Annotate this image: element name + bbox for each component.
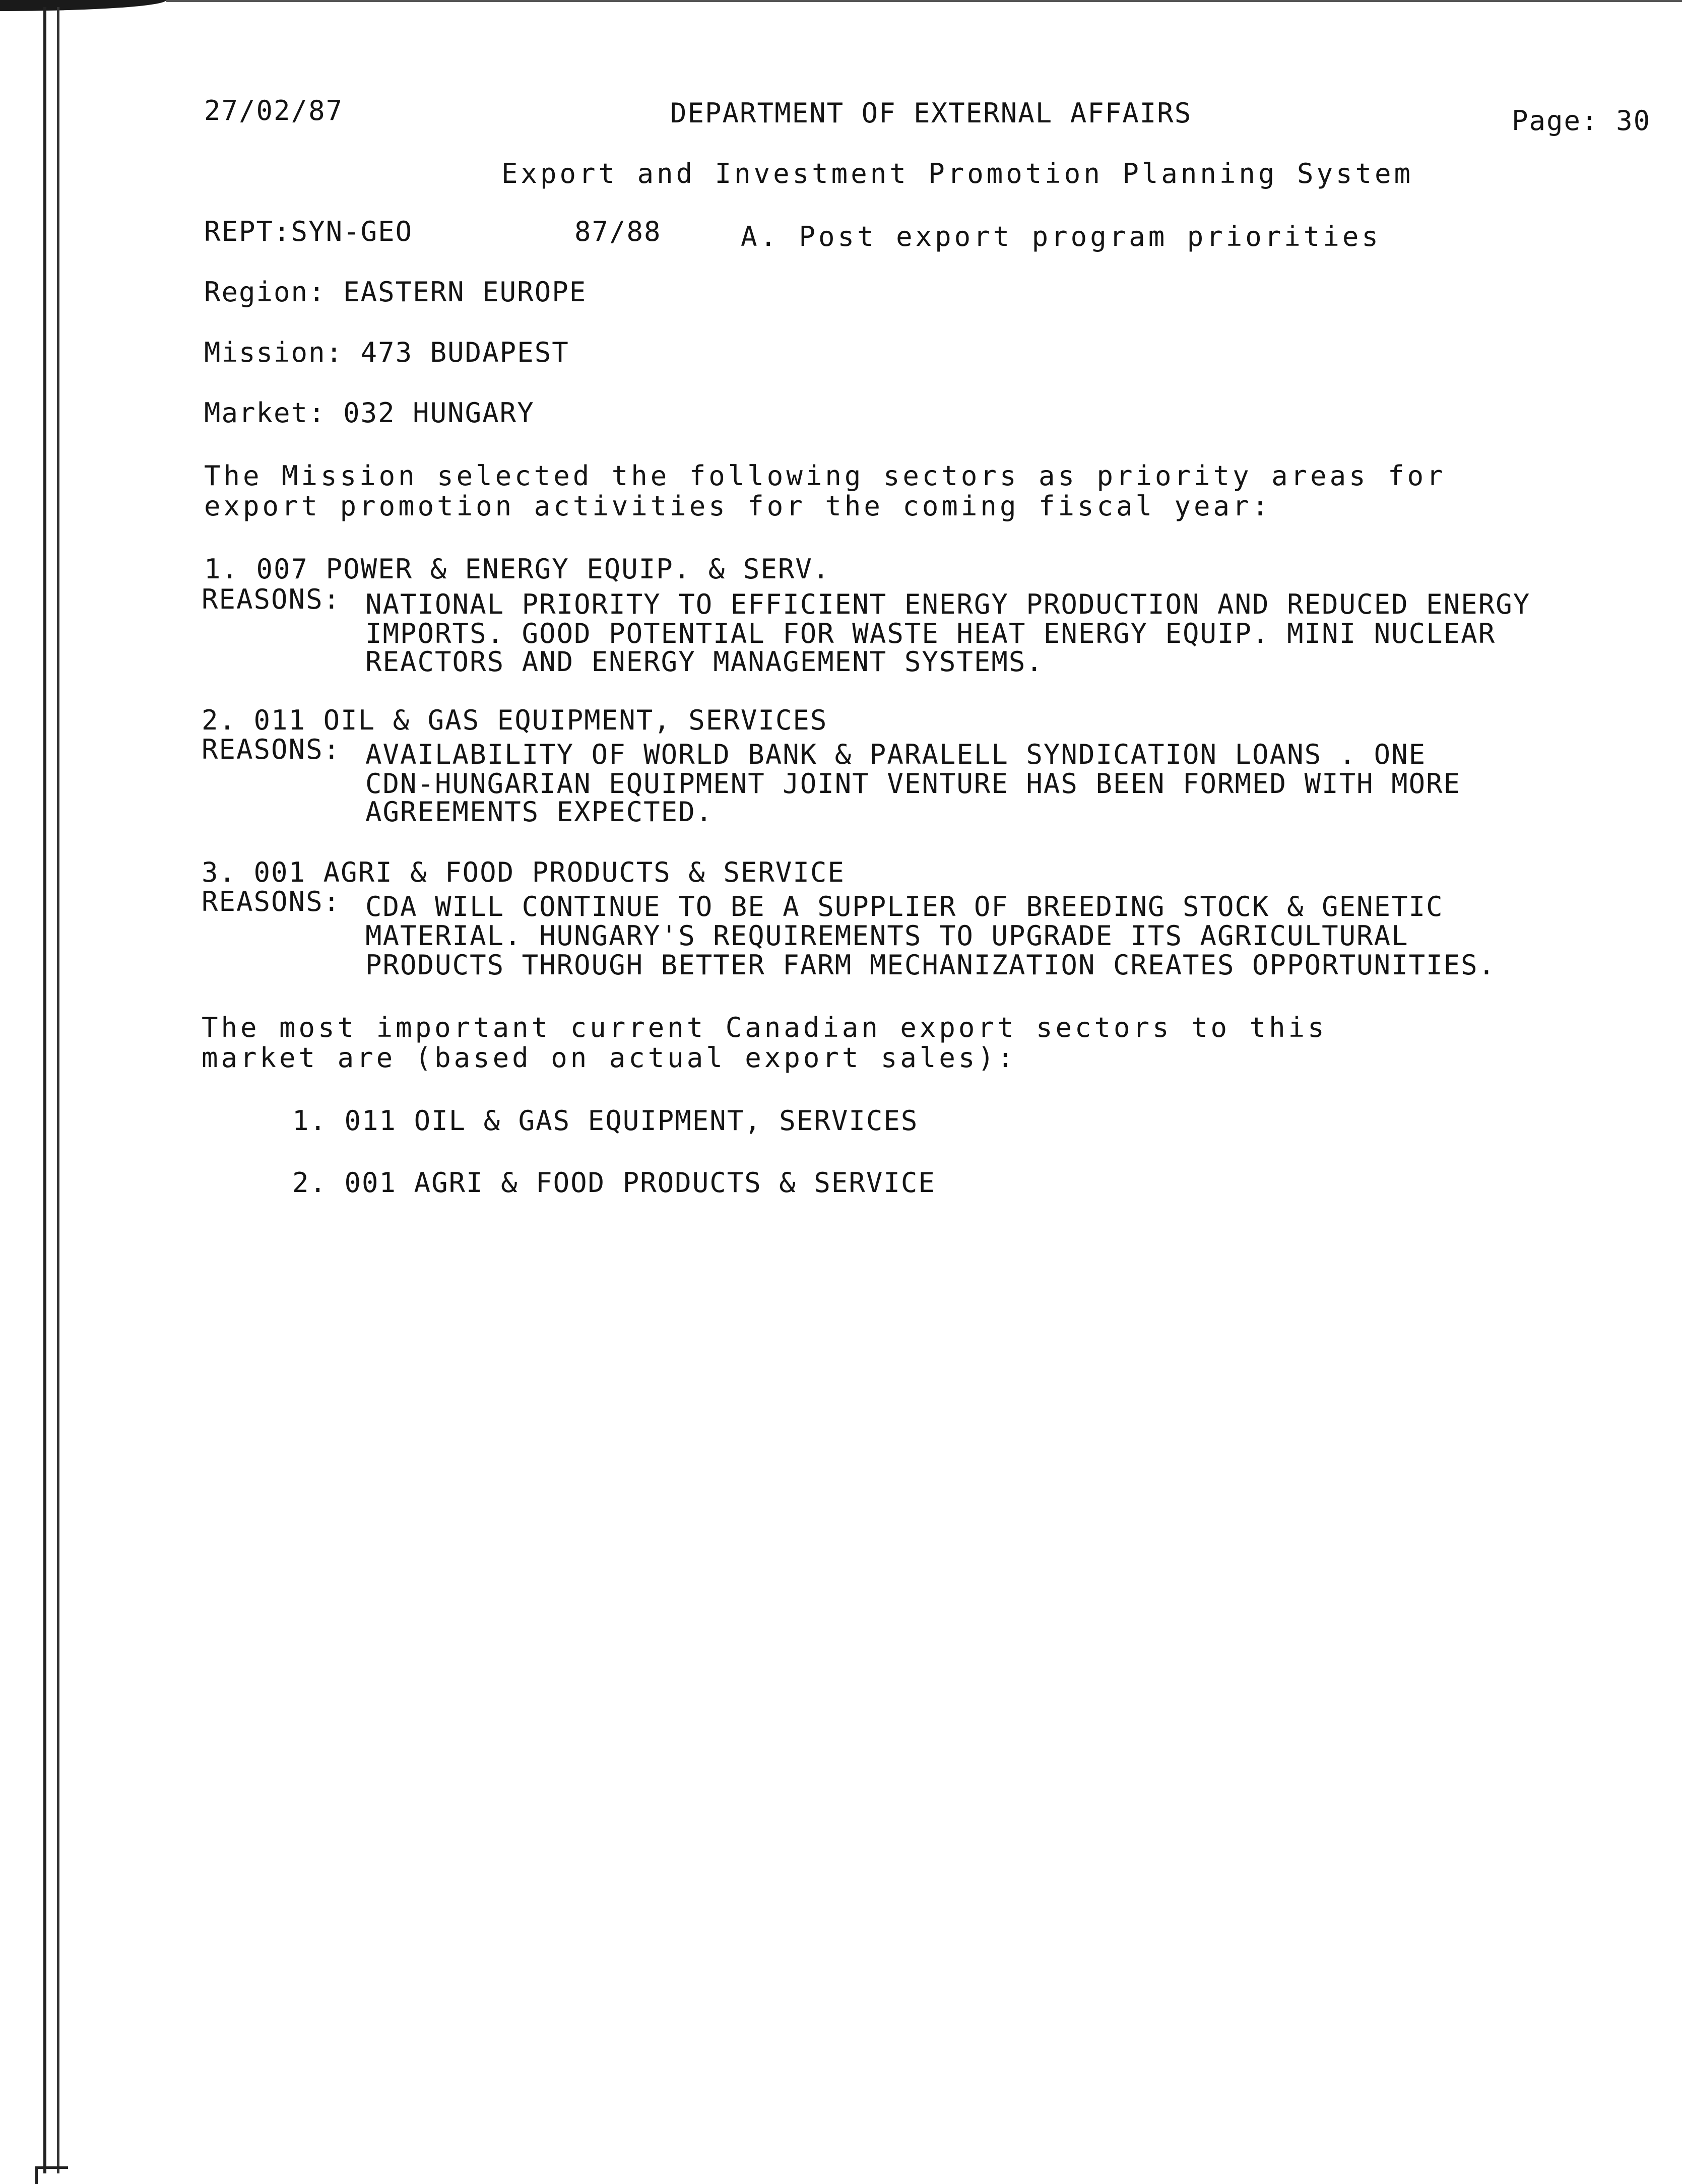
sector-1-title: 1. 007 POWER & ENERGY EQUIP. & SERV. — [204, 553, 830, 585]
current-intro-line-2: market are (based on actual export sales): — [202, 1042, 1017, 1074]
sector-2-title: 2. 011 OIL & GAS EQUIPMENT, SERVICES — [202, 704, 828, 736]
sector-1-reason-line-1: NATIONAL PRIORITY TO EFFICIENT ENERGY PRODUCTION AND REDUCED ENERGY — [365, 588, 1531, 620]
market-field: Market: 032 HUNGARY — [204, 397, 535, 429]
section-title: A. Post export program priorities — [741, 221, 1381, 252]
sector-2-reason-line-3: AGREEMENTS EXPECTED. — [365, 796, 714, 828]
sector-1-reason-line-3: REACTORS AND ENERGY MANAGEMENT SYSTEMS. — [365, 646, 1044, 678]
sector-3-reason-line-1: CDA WILL CONTINUE TO BE A SUPPLIER OF BREEDING STOCK & GENETIC — [365, 891, 1444, 922]
current-sector-2: 2. 001 AGRI & FOOD PRODUCTS & SERVICE — [292, 1167, 936, 1199]
system-title: Export and Investment Promotion Planning System — [501, 158, 1414, 189]
sector-1-reasons-label: REASONS: — [202, 583, 341, 615]
page-top-edge — [166, 0, 1682, 2]
sector-3-reason-line-3: PRODUCTS THROUGH BETTER FARM MECHANIZATION CREATES OPPORTUNITIES. — [365, 949, 1496, 981]
sector-3-reason-line-2: MATERIAL. HUNGARY'S REQUIREMENTS TO UPGRADE ITS AGRICULTURAL — [365, 920, 1409, 952]
fiscal-year: 87/88 — [574, 216, 662, 247]
department-title: DEPARTMENT OF EXTERNAL AFFAIRS — [670, 97, 1192, 129]
intro-line-1: The Mission selected the following sectors as priority areas for — [204, 460, 1446, 492]
sector-2-reasons-label: REASONS: — [202, 734, 341, 765]
sector-2-reason-line-1: AVAILABILITY OF WORLD BANK & PARALELL SYNDICATION LOANS . ONE — [365, 739, 1427, 770]
region-field: Region: EASTERN EUROPE — [204, 276, 587, 308]
report-id: REPT:SYN-GEO — [204, 216, 413, 247]
current-intro-line-1: The most important current Canadian export sectors to this — [202, 1012, 1327, 1043]
sector-3-title: 3. 001 AGRI & FOOD PRODUCTS & SERVICE — [202, 856, 845, 888]
binding-strip — [43, 7, 59, 2173]
binding-edge-top — [0, 0, 166, 11]
intro-line-2: export promotion activities for the coming fiscal year: — [204, 490, 1272, 522]
report-date: 27/02/87 — [204, 95, 344, 126]
current-sector-1: 1. 011 OIL & GAS EQUIPMENT, SERVICES — [292, 1105, 919, 1137]
page-number: Page: 30 — [1512, 105, 1651, 137]
sector-3-reasons-label: REASONS: — [202, 886, 341, 917]
sector-1-reason-line-2: IMPORTS. GOOD POTENTIAL FOR WASTE HEAT ENERGY EQUIP. MINI NUCLEAR — [365, 618, 1496, 649]
sector-2-reason-line-2: CDN-HUNGARIAN EQUIPMENT JOINT VENTURE HAS BEEN FORMED WITH MORE — [365, 768, 1461, 800]
mission-field: Mission: 473 BUDAPEST — [204, 337, 569, 368]
